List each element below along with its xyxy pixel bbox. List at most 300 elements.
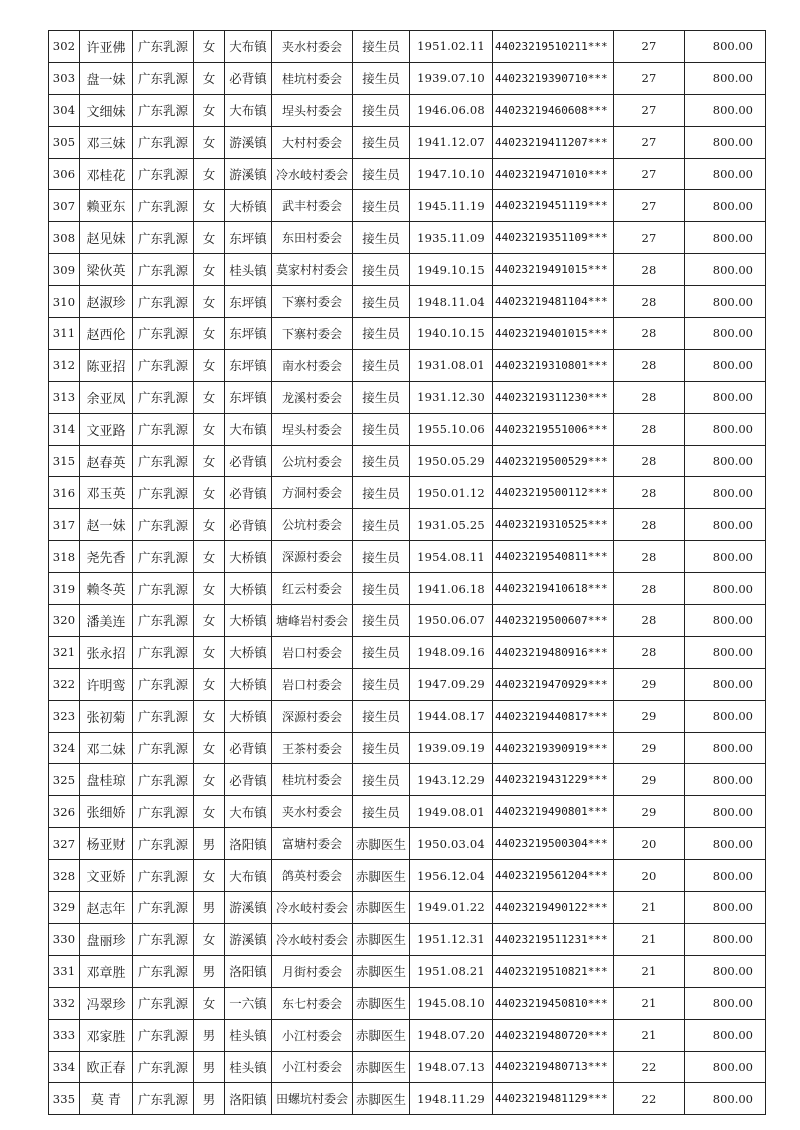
name-cell: 邓桂花 (80, 158, 133, 190)
id-number-cell: 44023219471010*** (493, 158, 614, 190)
gender-cell: 女 (194, 254, 225, 286)
years-cell: 27 (614, 190, 685, 222)
table-row (49, 477, 766, 509)
table-row (49, 381, 766, 413)
years-cell: 28 (614, 573, 685, 605)
gender-cell: 女 (194, 349, 225, 381)
birthdate-cell: 1946.06.08 (410, 94, 493, 126)
origin-cell: 广东乳源 (133, 445, 194, 477)
seq-cell: 304 (49, 94, 80, 126)
amount-cell: 800.00 (685, 573, 766, 605)
village-cell: 公坑村委会 (272, 509, 353, 541)
seq-cell: 329 (49, 892, 80, 924)
table-row (49, 190, 766, 222)
gender-cell: 女 (194, 923, 225, 955)
id-number-cell: 44023219431229*** (493, 764, 614, 796)
birthdate-cell: 1948.07.13 (410, 1051, 493, 1083)
gender-cell: 女 (194, 541, 225, 573)
id-number-cell: 44023219451119*** (493, 190, 614, 222)
years-cell: 28 (614, 477, 685, 509)
birthdate-cell: 1939.09.19 (410, 732, 493, 764)
years-cell: 22 (614, 1051, 685, 1083)
name-cell: 张初菊 (80, 700, 133, 732)
years-cell: 29 (614, 796, 685, 828)
role-cell: 接生员 (353, 31, 410, 63)
gender-cell: 女 (194, 573, 225, 605)
role-cell: 赤脚医生 (353, 923, 410, 955)
name-cell: 许亚佛 (80, 31, 133, 63)
gender-cell: 男 (194, 1083, 225, 1115)
seq-cell: 314 (49, 413, 80, 445)
birthdate-cell: 1945.08.10 (410, 987, 493, 1019)
origin-cell: 广东乳源 (133, 509, 194, 541)
years-cell: 21 (614, 987, 685, 1019)
table-row (49, 605, 766, 637)
birthdate-cell: 1944.08.17 (410, 700, 493, 732)
seq-cell: 328 (49, 860, 80, 892)
seq-cell: 325 (49, 764, 80, 796)
gender-cell: 男 (194, 1019, 225, 1051)
name-cell: 张细娇 (80, 796, 133, 828)
village-cell: 冷水岐村委会 (272, 892, 353, 924)
amount-cell: 800.00 (685, 764, 766, 796)
seq-cell: 315 (49, 445, 80, 477)
years-cell: 28 (614, 349, 685, 381)
birthdate-cell: 1947.09.29 (410, 668, 493, 700)
amount-cell: 800.00 (685, 605, 766, 637)
name-cell: 张永招 (80, 636, 133, 668)
town-cell: 桂头镇 (225, 1019, 272, 1051)
birthdate-cell: 1947.10.10 (410, 158, 493, 190)
birthdate-cell: 1948.11.04 (410, 286, 493, 318)
role-cell: 接生员 (353, 413, 410, 445)
table-row (49, 349, 766, 381)
role-cell: 接生员 (353, 190, 410, 222)
town-cell: 一六镇 (225, 987, 272, 1019)
amount-cell: 800.00 (685, 1019, 766, 1051)
origin-cell: 广东乳源 (133, 94, 194, 126)
town-cell: 必背镇 (225, 62, 272, 94)
role-cell: 接生员 (353, 222, 410, 254)
years-cell: 27 (614, 94, 685, 126)
years-cell: 28 (614, 605, 685, 637)
gender-cell: 女 (194, 190, 225, 222)
birthdate-cell: 1950.03.04 (410, 828, 493, 860)
seq-cell: 335 (49, 1083, 80, 1115)
town-cell: 大桥镇 (225, 668, 272, 700)
origin-cell: 广东乳源 (133, 254, 194, 286)
origin-cell: 广东乳源 (133, 573, 194, 605)
id-number-cell: 44023219500607*** (493, 605, 614, 637)
origin-cell: 广东乳源 (133, 860, 194, 892)
amount-cell: 800.00 (685, 796, 766, 828)
name-cell: 赵淑珍 (80, 286, 133, 318)
birthdate-cell: 1935.11.09 (410, 222, 493, 254)
amount-cell: 800.00 (685, 31, 766, 63)
table-row (49, 94, 766, 126)
years-cell: 27 (614, 62, 685, 94)
birthdate-cell: 1950.06.07 (410, 605, 493, 637)
seq-cell: 302 (49, 31, 80, 63)
origin-cell: 广东乳源 (133, 413, 194, 445)
amount-cell: 800.00 (685, 318, 766, 350)
seq-cell: 313 (49, 381, 80, 413)
id-number-cell: 44023219410618*** (493, 573, 614, 605)
seq-cell: 333 (49, 1019, 80, 1051)
town-cell: 东坪镇 (225, 349, 272, 381)
seq-cell: 320 (49, 605, 80, 637)
name-cell: 邓玉英 (80, 477, 133, 509)
id-number-cell: 44023219401015*** (493, 318, 614, 350)
town-cell: 大桥镇 (225, 573, 272, 605)
town-cell: 东坪镇 (225, 381, 272, 413)
origin-cell: 广东乳源 (133, 318, 194, 350)
seq-cell: 323 (49, 700, 80, 732)
town-cell: 洛阳镇 (225, 955, 272, 987)
village-cell: 深源村委会 (272, 700, 353, 732)
table-row (49, 700, 766, 732)
town-cell: 大布镇 (225, 94, 272, 126)
village-cell: 方洞村委会 (272, 477, 353, 509)
table-row (49, 573, 766, 605)
birthdate-cell: 1945.11.19 (410, 190, 493, 222)
id-number-cell: 44023219310525*** (493, 509, 614, 541)
gender-cell: 女 (194, 286, 225, 318)
table-row (49, 1051, 766, 1083)
seq-cell: 305 (49, 126, 80, 158)
birthdate-cell: 1950.01.12 (410, 477, 493, 509)
amount-cell: 800.00 (685, 126, 766, 158)
role-cell: 赤脚医生 (353, 828, 410, 860)
gender-cell: 女 (194, 31, 225, 63)
id-number-cell: 44023219500112*** (493, 477, 614, 509)
amount-cell: 800.00 (685, 349, 766, 381)
table-row (49, 286, 766, 318)
village-cell: 塘峰岩村委会 (272, 605, 353, 637)
seq-cell: 303 (49, 62, 80, 94)
name-cell: 赖冬英 (80, 573, 133, 605)
village-cell: 大村村委会 (272, 126, 353, 158)
village-cell: 埕头村委会 (272, 94, 353, 126)
amount-cell: 800.00 (685, 860, 766, 892)
years-cell: 28 (614, 381, 685, 413)
table-row (49, 541, 766, 573)
village-cell: 岩口村委会 (272, 636, 353, 668)
name-cell: 梁伙英 (80, 254, 133, 286)
name-cell: 赖亚东 (80, 190, 133, 222)
village-cell: 富塘村委会 (272, 828, 353, 860)
village-cell: 武丰村委会 (272, 190, 353, 222)
name-cell: 尧先香 (80, 541, 133, 573)
name-cell: 邓家胜 (80, 1019, 133, 1051)
village-cell: 鸽英村委会 (272, 860, 353, 892)
role-cell: 接生员 (353, 732, 410, 764)
id-number-cell: 44023219551006*** (493, 413, 614, 445)
years-cell: 28 (614, 254, 685, 286)
village-cell: 小江村委会 (272, 1019, 353, 1051)
birthdate-cell: 1943.12.29 (410, 764, 493, 796)
seq-cell: 307 (49, 190, 80, 222)
origin-cell: 广东乳源 (133, 158, 194, 190)
origin-cell: 广东乳源 (133, 222, 194, 254)
years-cell: 27 (614, 158, 685, 190)
table-row (49, 732, 766, 764)
name-cell: 莫 青 (80, 1083, 133, 1115)
id-number-cell: 44023219481129*** (493, 1083, 614, 1115)
name-cell: 赵西伦 (80, 318, 133, 350)
origin-cell: 广东乳源 (133, 605, 194, 637)
town-cell: 游溪镇 (225, 126, 272, 158)
name-cell: 赵春英 (80, 445, 133, 477)
seq-cell: 318 (49, 541, 80, 573)
seq-cell: 332 (49, 987, 80, 1019)
village-cell: 月街村委会 (272, 955, 353, 987)
village-cell: 龙溪村委会 (272, 381, 353, 413)
years-cell: 21 (614, 923, 685, 955)
table-row (49, 668, 766, 700)
role-cell: 接生员 (353, 477, 410, 509)
id-number-cell: 44023219500304*** (493, 828, 614, 860)
role-cell: 赤脚医生 (353, 860, 410, 892)
role-cell: 接生员 (353, 668, 410, 700)
origin-cell: 广东乳源 (133, 126, 194, 158)
years-cell: 28 (614, 636, 685, 668)
name-cell: 赵一妹 (80, 509, 133, 541)
birthdate-cell: 1949.10.15 (410, 254, 493, 286)
gender-cell: 女 (194, 222, 225, 254)
table-body (49, 31, 766, 1115)
id-number-cell: 44023219480720*** (493, 1019, 614, 1051)
gender-cell: 女 (194, 636, 225, 668)
role-cell: 接生员 (353, 509, 410, 541)
origin-cell: 广东乳源 (133, 796, 194, 828)
village-cell: 岩口村委会 (272, 668, 353, 700)
origin-cell: 广东乳源 (133, 286, 194, 318)
seq-cell: 319 (49, 573, 80, 605)
gender-cell: 女 (194, 700, 225, 732)
years-cell: 20 (614, 828, 685, 860)
amount-cell: 800.00 (685, 987, 766, 1019)
gender-cell: 女 (194, 509, 225, 541)
id-number-cell: 44023219510211*** (493, 31, 614, 63)
id-number-cell: 44023219411207*** (493, 126, 614, 158)
village-cell: 南水村委会 (272, 349, 353, 381)
town-cell: 桂头镇 (225, 1051, 272, 1083)
seq-cell: 316 (49, 477, 80, 509)
role-cell: 赤脚医生 (353, 955, 410, 987)
gender-cell: 女 (194, 732, 225, 764)
table-row (49, 1019, 766, 1051)
gender-cell: 女 (194, 987, 225, 1019)
table-row (49, 158, 766, 190)
birthdate-cell: 1941.12.07 (410, 126, 493, 158)
amount-cell: 800.00 (685, 477, 766, 509)
name-cell: 文亚娇 (80, 860, 133, 892)
id-number-cell: 44023219310801*** (493, 349, 614, 381)
table-row (49, 955, 766, 987)
village-cell: 下寨村委会 (272, 318, 353, 350)
role-cell: 赤脚医生 (353, 1051, 410, 1083)
role-cell: 接生员 (353, 764, 410, 796)
amount-cell: 800.00 (685, 732, 766, 764)
id-number-cell: 44023219450810*** (493, 987, 614, 1019)
id-number-cell: 44023219481104*** (493, 286, 614, 318)
village-cell: 下寨村委会 (272, 286, 353, 318)
id-number-cell: 44023219490801*** (493, 796, 614, 828)
name-cell: 邓章胜 (80, 955, 133, 987)
id-number-cell: 44023219510821*** (493, 955, 614, 987)
village-cell: 王茶村委会 (272, 732, 353, 764)
amount-cell: 800.00 (685, 892, 766, 924)
role-cell: 接生员 (353, 605, 410, 637)
years-cell: 27 (614, 222, 685, 254)
years-cell: 22 (614, 1083, 685, 1115)
gender-cell: 女 (194, 668, 225, 700)
origin-cell: 广东乳源 (133, 892, 194, 924)
id-number-cell: 44023219500529*** (493, 445, 614, 477)
table-row (49, 1083, 766, 1115)
name-cell: 文细妹 (80, 94, 133, 126)
village-cell: 田螺坑村委会 (272, 1083, 353, 1115)
table-row (49, 31, 766, 63)
seq-cell: 327 (49, 828, 80, 860)
role-cell: 赤脚医生 (353, 892, 410, 924)
town-cell: 游溪镇 (225, 158, 272, 190)
id-number-cell: 44023219351109*** (493, 222, 614, 254)
seq-cell: 321 (49, 636, 80, 668)
amount-cell: 800.00 (685, 636, 766, 668)
birthdate-cell: 1931.08.01 (410, 349, 493, 381)
village-cell: 夹水村委会 (272, 31, 353, 63)
table-row (49, 126, 766, 158)
id-number-cell: 44023219440817*** (493, 700, 614, 732)
roster-table (48, 30, 766, 1115)
id-number-cell: 44023219470929*** (493, 668, 614, 700)
village-cell: 桂坑村委会 (272, 62, 353, 94)
birthdate-cell: 1954.08.11 (410, 541, 493, 573)
amount-cell: 800.00 (685, 190, 766, 222)
town-cell: 大布镇 (225, 796, 272, 828)
years-cell: 29 (614, 668, 685, 700)
amount-cell: 800.00 (685, 955, 766, 987)
name-cell: 冯翠珍 (80, 987, 133, 1019)
amount-cell: 800.00 (685, 445, 766, 477)
seq-cell: 311 (49, 318, 80, 350)
years-cell: 27 (614, 31, 685, 63)
birthdate-cell: 1948.09.16 (410, 636, 493, 668)
gender-cell: 男 (194, 955, 225, 987)
amount-cell: 800.00 (685, 286, 766, 318)
years-cell: 28 (614, 445, 685, 477)
town-cell: 洛阳镇 (225, 828, 272, 860)
table-row (49, 923, 766, 955)
name-cell: 余亚凤 (80, 381, 133, 413)
name-cell: 欧正春 (80, 1051, 133, 1083)
role-cell: 接生员 (353, 126, 410, 158)
amount-cell: 800.00 (685, 158, 766, 190)
origin-cell: 广东乳源 (133, 62, 194, 94)
origin-cell: 广东乳源 (133, 541, 194, 573)
table-row (49, 62, 766, 94)
gender-cell: 女 (194, 318, 225, 350)
name-cell: 赵志年 (80, 892, 133, 924)
gender-cell: 男 (194, 1051, 225, 1083)
gender-cell: 女 (194, 94, 225, 126)
role-cell: 接生员 (353, 796, 410, 828)
table-row (49, 987, 766, 1019)
town-cell: 大布镇 (225, 413, 272, 445)
town-cell: 大布镇 (225, 31, 272, 63)
village-cell: 东田村委会 (272, 222, 353, 254)
town-cell: 东坪镇 (225, 222, 272, 254)
years-cell: 29 (614, 700, 685, 732)
seq-cell: 330 (49, 923, 80, 955)
amount-cell: 800.00 (685, 700, 766, 732)
village-cell: 红云村委会 (272, 573, 353, 605)
years-cell: 28 (614, 286, 685, 318)
town-cell: 必背镇 (225, 445, 272, 477)
birthdate-cell: 1941.06.18 (410, 573, 493, 605)
seq-cell: 306 (49, 158, 80, 190)
seq-cell: 308 (49, 222, 80, 254)
id-number-cell: 44023219460608*** (493, 94, 614, 126)
name-cell: 陈亚招 (80, 349, 133, 381)
origin-cell: 广东乳源 (133, 828, 194, 860)
town-cell: 大桥镇 (225, 541, 272, 573)
role-cell: 接生员 (353, 541, 410, 573)
id-number-cell: 44023219480713*** (493, 1051, 614, 1083)
role-cell: 接生员 (353, 573, 410, 605)
amount-cell: 800.00 (685, 222, 766, 254)
village-cell: 莫家村村委会 (272, 254, 353, 286)
table-row (49, 445, 766, 477)
town-cell: 洛阳镇 (225, 1083, 272, 1115)
role-cell: 接生员 (353, 286, 410, 318)
origin-cell: 广东乳源 (133, 349, 194, 381)
amount-cell: 800.00 (685, 923, 766, 955)
table-row (49, 860, 766, 892)
table-row (49, 318, 766, 350)
role-cell: 接生员 (353, 349, 410, 381)
years-cell: 28 (614, 541, 685, 573)
gender-cell: 女 (194, 477, 225, 509)
years-cell: 21 (614, 1019, 685, 1051)
id-number-cell: 44023219511231*** (493, 923, 614, 955)
seq-cell: 317 (49, 509, 80, 541)
role-cell: 赤脚医生 (353, 1019, 410, 1051)
role-cell: 接生员 (353, 318, 410, 350)
origin-cell: 广东乳源 (133, 700, 194, 732)
gender-cell: 女 (194, 62, 225, 94)
seq-cell: 334 (49, 1051, 80, 1083)
role-cell: 赤脚医生 (353, 987, 410, 1019)
table-row (49, 636, 766, 668)
origin-cell: 广东乳源 (133, 1019, 194, 1051)
name-cell: 邓二妹 (80, 732, 133, 764)
birthdate-cell: 1951.08.21 (410, 955, 493, 987)
origin-cell: 广东乳源 (133, 987, 194, 1019)
role-cell: 接生员 (353, 636, 410, 668)
town-cell: 游溪镇 (225, 892, 272, 924)
id-number-cell: 44023219491015*** (493, 254, 614, 286)
birthdate-cell: 1940.10.15 (410, 318, 493, 350)
birthdate-cell: 1951.12.31 (410, 923, 493, 955)
origin-cell: 广东乳源 (133, 1083, 194, 1115)
birthdate-cell: 1939.07.10 (410, 62, 493, 94)
table-row (49, 764, 766, 796)
town-cell: 大桥镇 (225, 190, 272, 222)
years-cell: 29 (614, 764, 685, 796)
